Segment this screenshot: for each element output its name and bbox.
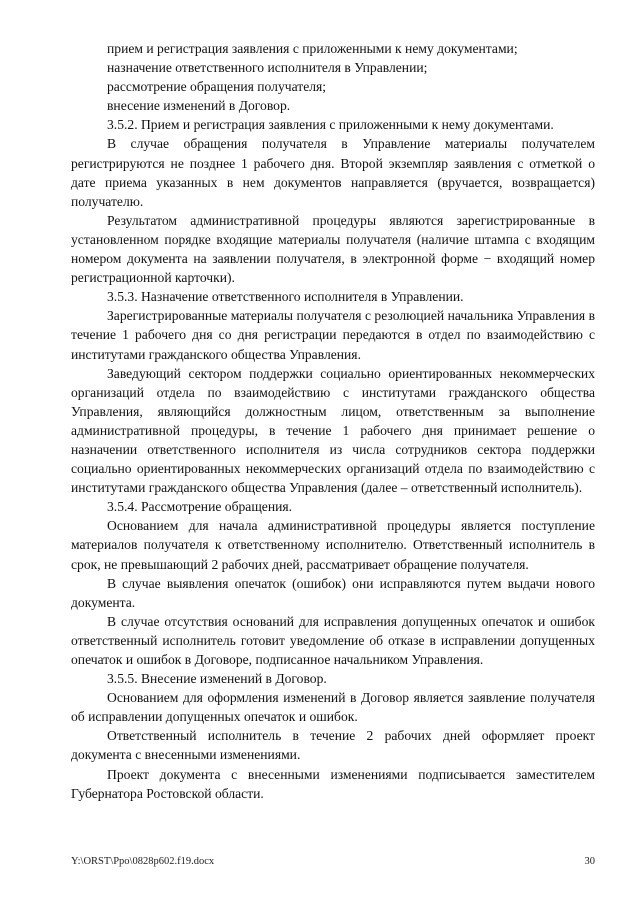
procedure-list [71, 39, 595, 115]
body-paragraph: В случае обращения получателя в Управление материалы получателем регистрируются не позднее 1 рабочего дня. Второй экземпляр заявления с отметкой о дате приема указанных в нем документов направляется (вручается, возвращается) получателю. [71, 136, 595, 209]
body-paragraph: Зарегистрированные материалы получателя с резолюцией начальника Управления в течение 1 рабочего дня со дня регистрации передаются в отдел по взаимодействию с институтами гражданского общества Управления. [71, 308, 595, 362]
body-paragraph: Основанием для оформления изменений в Договор является заявление получателя об исправлении допущенных опечаток и ошибок. [71, 690, 595, 725]
section-heading-3-5-5: 3.5.5. Внесение изменений в Договор. [107, 671, 327, 687]
list-item: внесение изменений в Договор. [107, 98, 291, 114]
body-paragraph: Основанием для начала административной процедуры является поступление материалов получателя к ответственному исполнителю. Ответственный исполнитель в срок, не превышающий 2 рабочих дней, рассматривает обращение получателя. [71, 518, 595, 572]
page-number: 30 [584, 856, 595, 867]
body-paragraph: Результатом административной процедуры являются зарегистрированные в установленном порядке входящие материалы получателя (наличие штампа с входящим номером документа на заявлении получателя, в электронной форме − входящий номер регистрационной карточки). [71, 212, 595, 286]
body-paragraph: В случае выявления опечаток (ошибок) они исправляются путем выдачи нового документа. [71, 575, 595, 610]
section-heading-3-5-2: 3.5.2. Прием и регистрация заявления с приложенными к нему документами. [107, 117, 554, 133]
list-item: прием и регистрация заявления с приложенными к нему документами; [107, 41, 518, 56]
body-paragraph: В случае отсутствия оснований для исправления допущенных опечаток и ошибок ответственный исполнитель готовит уведомление об отказе в исправлении допущенных опечаток и ошибок в Договоре, подписанное начальником Управления. [71, 613, 595, 667]
section-heading-3-5-3: 3.5.3. Назначение ответственного исполнителя в Управлении. [107, 289, 464, 305]
list-item: назначение ответственного исполнителя в Управлении; [107, 60, 428, 76]
body-paragraph: Ответственный исполнитель в течение 2 рабочих дней оформляет проект документа с внесенными изменениями. [71, 728, 595, 763]
section-heading-3-5-4: 3.5.4. Рассмотрение обращения. [107, 499, 293, 515]
footer-file-path: Y:\ORST\Ppo\0828p602.f19.docx [71, 856, 215, 867]
document-page [71, 39, 595, 803]
list-item: рассмотрение обращения получателя; [107, 79, 327, 95]
body-paragraph: Проект документа с внесенными изменениями подписывается заместителем Губернатора Ростовской области. [71, 766, 595, 801]
body-paragraph: Заведующий сектором поддержки социально ориентированных некоммерческих организаций отдела по взаимодействию с институтами гражданского общества Управления, являющийся должностным лицом, ответственным за выполнение административной процедуры, в течение 1 рабочего дня принимает решение о назначении ответственного исполнителя из числа сотрудников сектора поддержки социально ориентированных некоммерческих организаций отдела по взаимодействию с институтами гражданского общества Управления (далее – ответственный исполнитель). [71, 365, 595, 496]
